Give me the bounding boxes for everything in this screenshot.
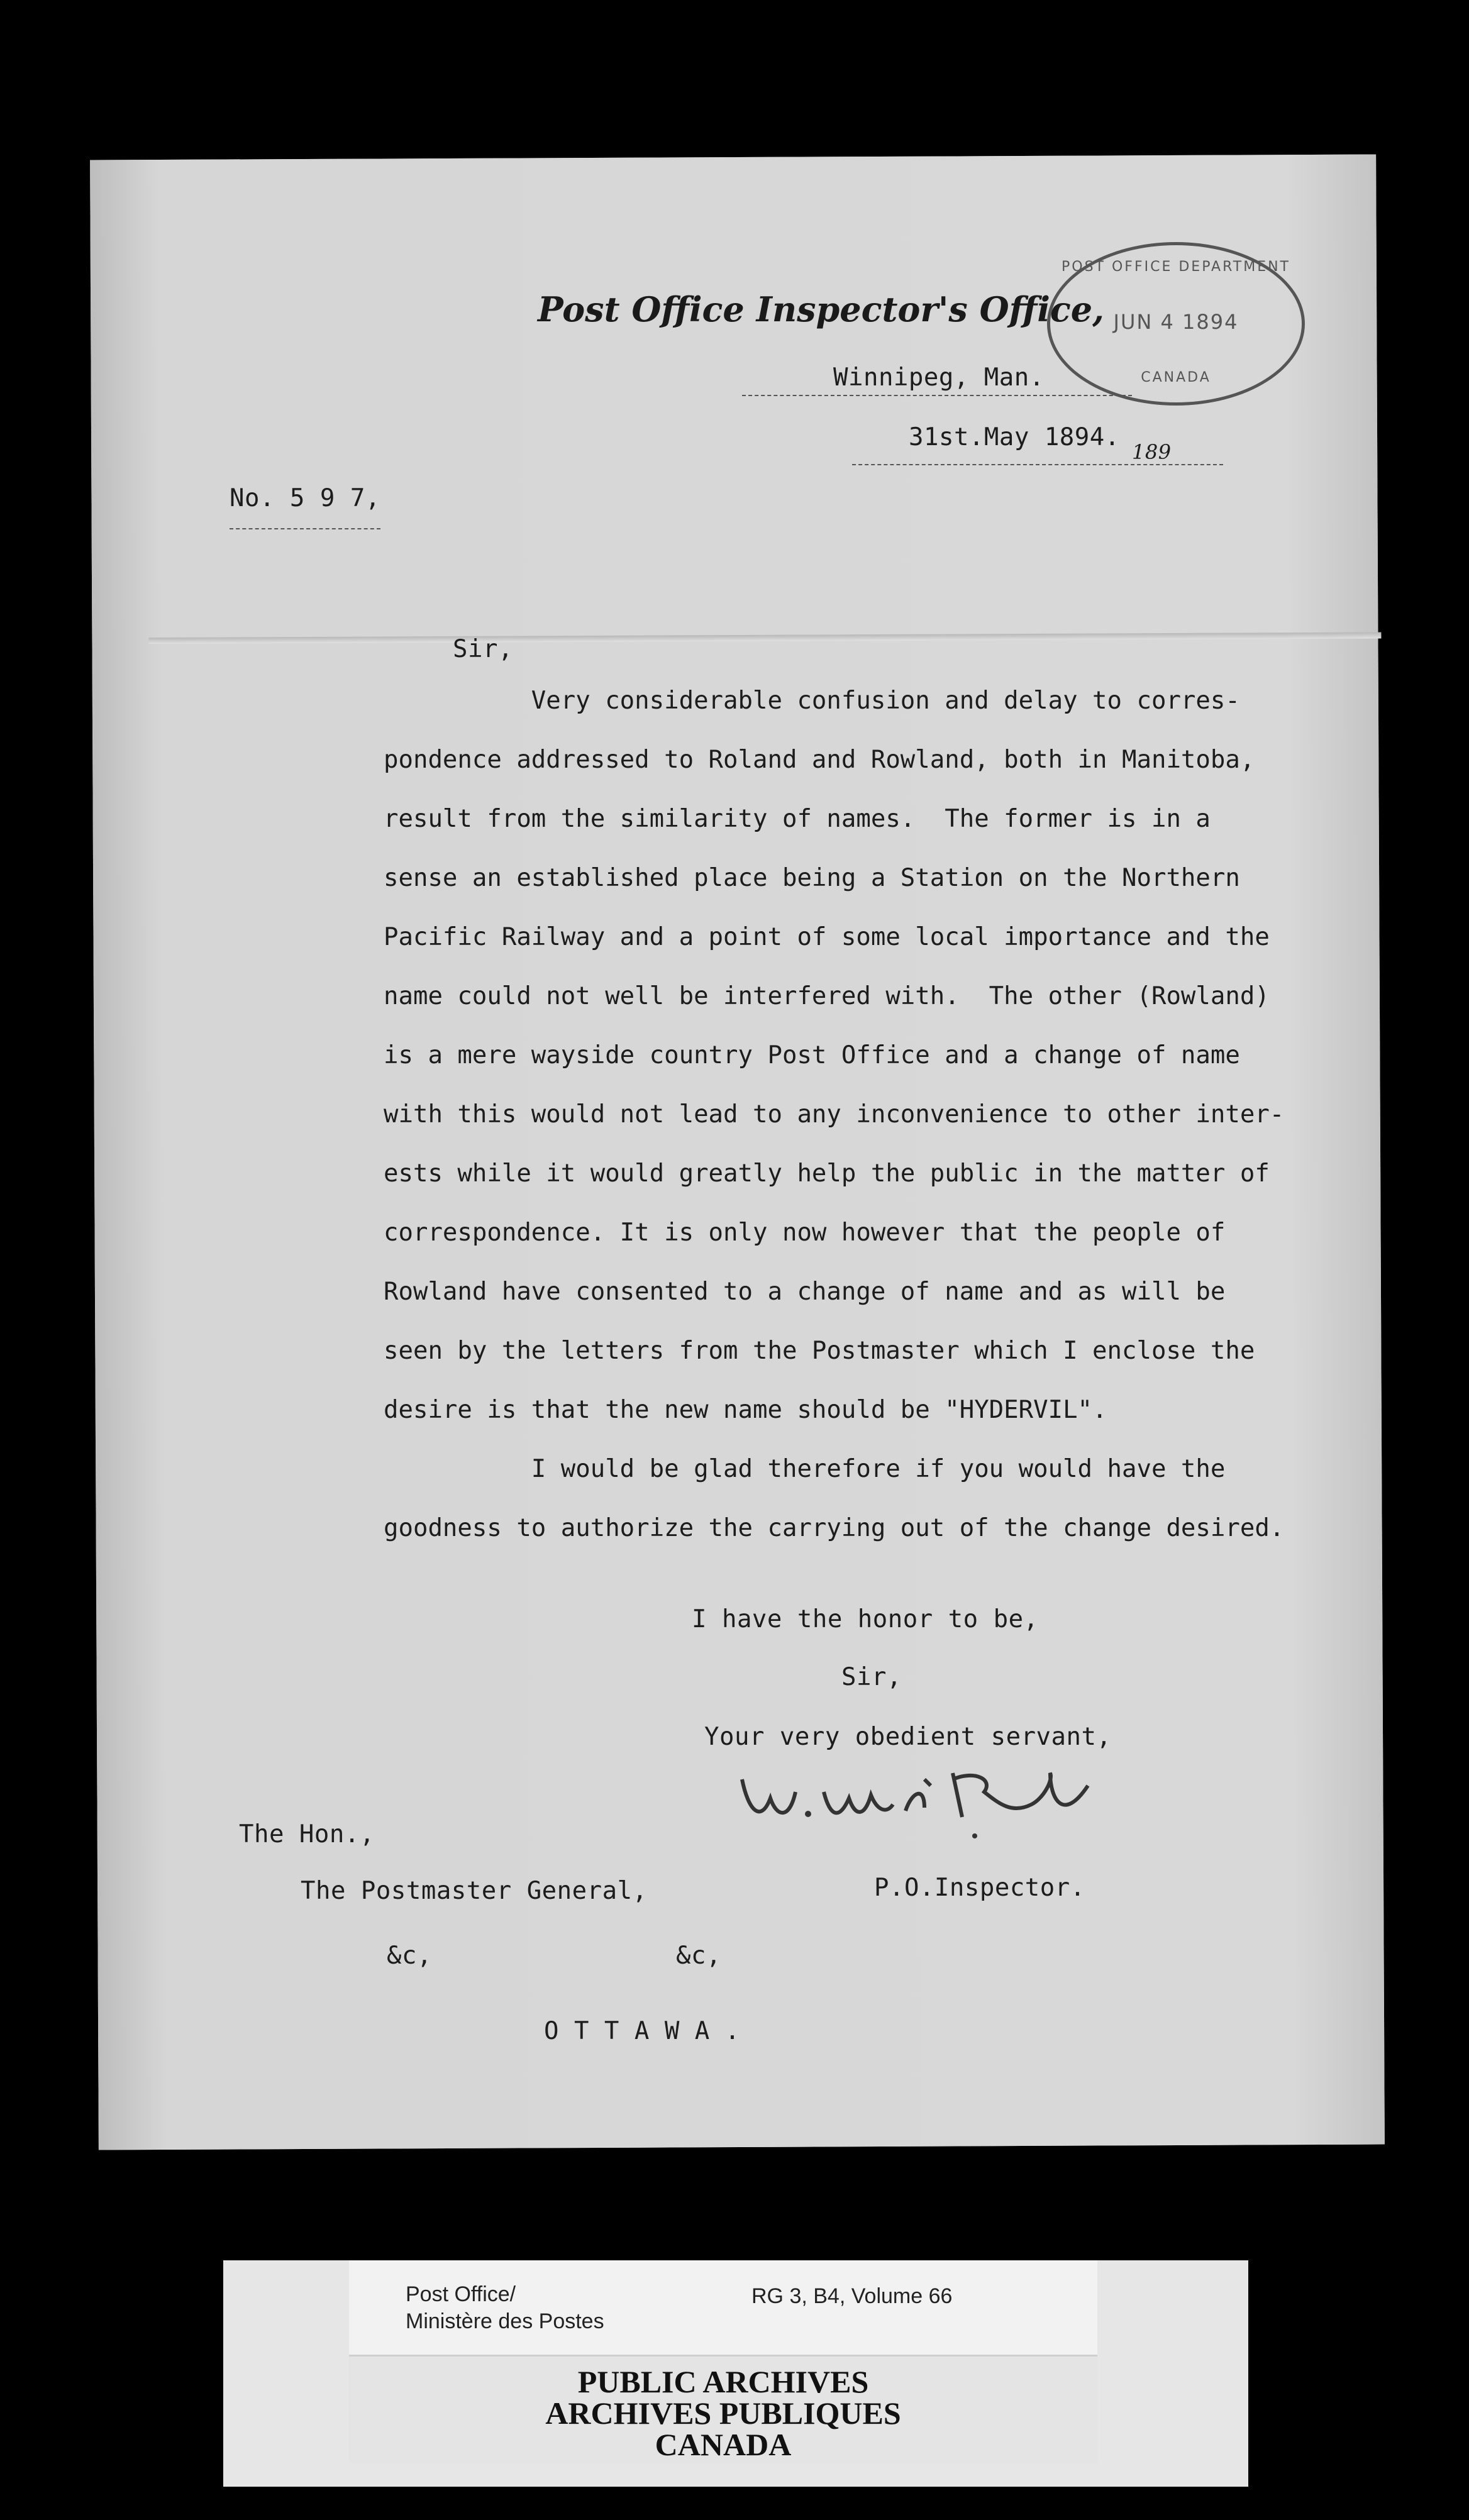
body-line: goodness to authorize the carrying out of the change desired.: [384, 1514, 1285, 1542]
body-line: is a mere wayside country Post Office and a change of name: [384, 1041, 1240, 1069]
printed-year: 189: [1132, 440, 1172, 464]
signature-title: P.O.Inspector.: [874, 1874, 1085, 1902]
addressee-etc-1: &c,: [387, 1942, 432, 1970]
handwritten-signature: [736, 1754, 1113, 1849]
addressee-etc-2: &c,: [676, 1942, 721, 1970]
body-line: Rowland have consented to a change of name and as will be: [384, 1278, 1226, 1306]
received-stamp: [1047, 242, 1305, 406]
reference-rule: [230, 528, 380, 529]
page-fold: [148, 633, 1381, 644]
closing-line-2: Sir,: [841, 1663, 902, 1691]
body-line: sense an established place being a Station on the Northern: [384, 864, 1240, 892]
archive-label-top: [349, 2260, 1097, 2364]
stamp-date: JUN 4 1894: [1113, 310, 1239, 334]
letterhead-title: Post Office Inspector's Office,: [538, 289, 1104, 329]
archive-label: [223, 2260, 1248, 2487]
archives-line-1: PUBLIC ARCHIVES: [577, 2364, 869, 2399]
stamp-bottom-text: CANADA: [1141, 370, 1211, 385]
body-line: name could not well be interfered with. The other (Rowland): [384, 982, 1270, 1010]
archive-label-band: [349, 2355, 1097, 2463]
addressee-line-2: The Postmaster General,: [301, 1877, 648, 1905]
archives-line-3: CANADA: [655, 2427, 792, 2462]
date-rule: [852, 464, 1223, 465]
body-line: pondence addressed to Roland and Rowland, both in Manitoba,: [384, 746, 1255, 774]
closing-line-1: I have the honor to be,: [692, 1605, 1039, 1633]
body-line: Pacific Railway and a point of some local importance and the: [384, 923, 1270, 951]
letter-date: 31st.May 1894.: [909, 423, 1120, 451]
body-line: correspondence. It is only now however that the people of: [384, 1219, 1226, 1247]
stamp-top-text: POST OFFICE DEPARTMENT: [1062, 259, 1290, 275]
body-line: with this would not lead to any inconvenience to other inter-: [384, 1100, 1285, 1129]
body-line: Very considerable confusion and delay to corres-: [384, 687, 1240, 715]
addressee-line-1: The Hon.,: [239, 1820, 375, 1849]
body-line: result from the similarity of names. The former is in a: [384, 805, 1211, 833]
reference-number: No. 5 9 7,: [230, 484, 380, 512]
city-rule: [742, 395, 1132, 396]
letterhead-city: Winnipeg, Man.: [833, 363, 1045, 392]
salutation: Sir,: [453, 635, 513, 663]
closing-line-3: Your very obedient servant,: [704, 1723, 1112, 1751]
fonds-line-2: Ministère des Postes: [406, 2309, 604, 2333]
archive-reference: RG 3, B4, Volume 66: [751, 2284, 953, 2308]
addressee-city: O T T A W A .: [544, 2017, 740, 2045]
body-line: seen by the letters from the Postmaster which I enclose the: [384, 1337, 1255, 1365]
fonds-line-1: Post Office/: [406, 2282, 516, 2306]
body-line: I would be glad therefore if you would have the: [384, 1455, 1226, 1483]
archives-line-2: ARCHIVES PUBLIQUES: [545, 2396, 901, 2431]
letter-body: [384, 671, 1339, 1558]
body-line: desire is that the new name should be "HYDERVIL".: [384, 1396, 1107, 1424]
body-line: ests while it would greatly help the public in the matter of: [384, 1159, 1270, 1188]
